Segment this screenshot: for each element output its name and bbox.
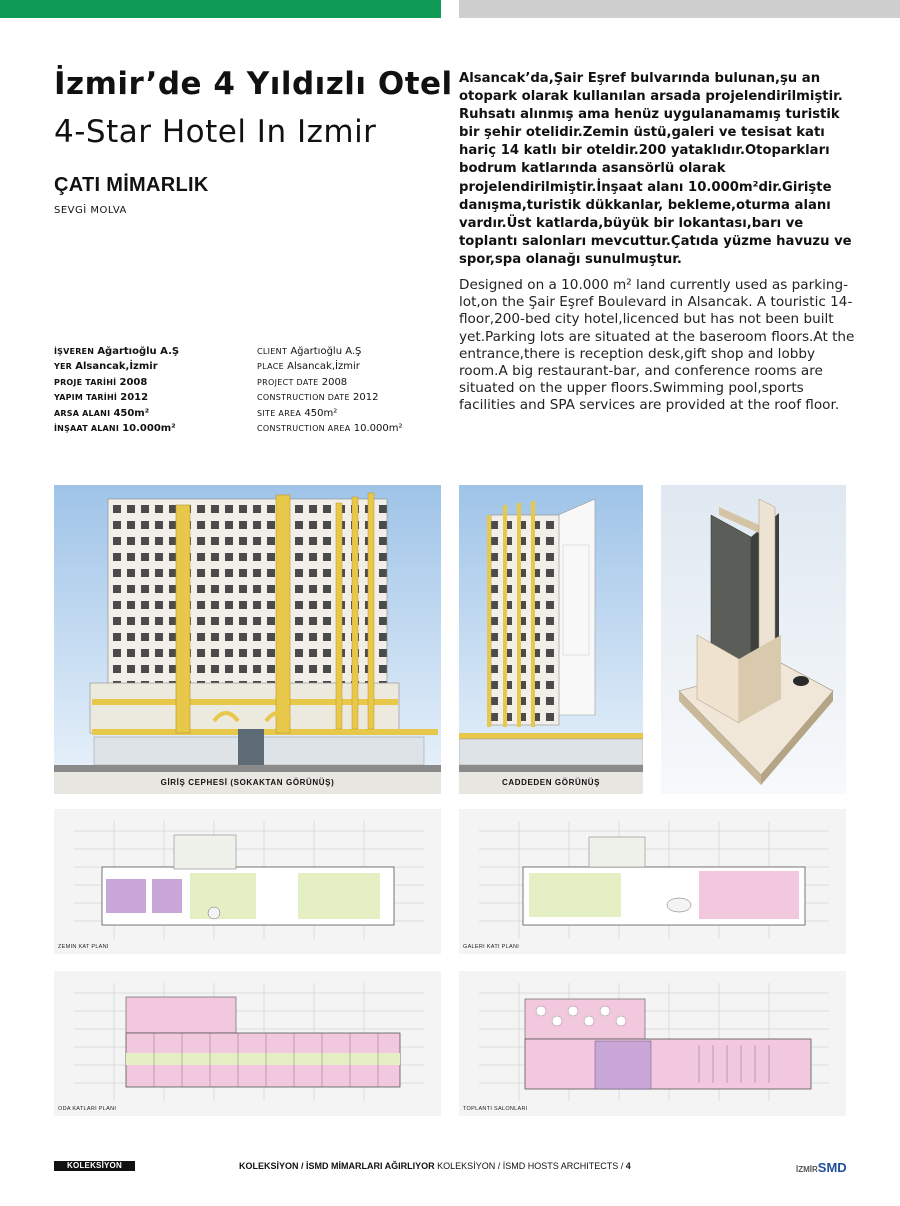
info-value: 450m² xyxy=(113,407,150,419)
front-elevation-drawing xyxy=(54,485,441,794)
info-label: PROJE TARİHİ xyxy=(54,377,117,387)
info-row xyxy=(54,406,179,421)
info-label: İNŞAAT ALANI xyxy=(54,424,119,434)
title-english: 4-Star Hotel In Izmir xyxy=(54,114,377,150)
front-elevation-caption: GİRİŞ CEPHESİ (SOKAKTAN GÖRÜNÜŞ) xyxy=(54,772,441,794)
info-label: SITE AREA xyxy=(257,408,302,418)
info-row xyxy=(54,390,179,405)
gallery-floor-plan-drawing xyxy=(459,809,846,954)
info-label: YAPIM TARİHİ xyxy=(54,393,118,403)
info-label: PROJECT DATE xyxy=(257,377,319,387)
info-value: 450m² xyxy=(304,407,338,419)
meeting-rooms-plan-drawing xyxy=(459,971,846,1116)
info-label: ARSA ALANI xyxy=(54,408,111,418)
front-elevation-figure xyxy=(54,485,441,794)
street-elevation-figure xyxy=(459,485,643,794)
gallery-floor-plan xyxy=(459,809,846,954)
info-row xyxy=(257,421,403,436)
info-value: 2008 xyxy=(321,376,348,388)
info-label: PLACE xyxy=(257,362,284,372)
plan-label: ZEMIN KAT PLANI xyxy=(58,944,109,950)
info-row xyxy=(54,344,179,359)
info-row xyxy=(54,359,179,374)
description-english: Designed on a 10.000 m² land currently used as parking-lot,on the Şair Eşref Boulevard in Alsancak. A touristic 14-floor,200-bed city hotel,licenced but has not been built yet.Parking lots are situated at the baseroom floors.At the entrance,there is reception desk,gift shop and lobby room.A big restaurant-bar, and conference rooms are situated on the upper floors.Swimming pool,sports facilities and SPA services are provided at the roof floor. xyxy=(459,277,855,414)
info-label: YER xyxy=(54,362,73,372)
footer-title-bold: KOLEKSİYON / İSMD MİMARLARI AĞIRLIYOR xyxy=(239,1161,435,1171)
info-value: Alsancak,İzmir xyxy=(287,361,360,373)
plan-label: TOPLANTI SALONLARI xyxy=(463,1106,528,1112)
info-row xyxy=(54,421,179,436)
info-row xyxy=(257,344,403,359)
firm-name: ÇATI MİMARLIK xyxy=(54,174,209,196)
koleksiyon-logo: KOLEKSİYON xyxy=(54,1161,135,1171)
page-number: 4 xyxy=(625,1161,631,1171)
meeting-rooms-plan xyxy=(459,971,846,1116)
info-row xyxy=(257,390,403,405)
ground-floor-plan xyxy=(54,809,441,954)
info-label: CLIENT xyxy=(257,347,288,356)
info-value: 10.000m² xyxy=(353,423,403,435)
plan-label: GALERI KATI PLANI xyxy=(463,944,520,950)
ground-floor-plan-drawing xyxy=(54,809,441,954)
ismd-logo-small: İZMİR xyxy=(796,1165,818,1174)
info-label: CONSTRUCTION DATE xyxy=(257,393,350,403)
info-row xyxy=(257,406,403,421)
info-row xyxy=(257,375,403,390)
info-value: 10.000m² xyxy=(122,423,176,435)
info-row xyxy=(54,375,179,390)
street-elevation-drawing xyxy=(459,485,643,794)
street-elevation-caption: CADDEDEN GÖRÜNÜŞ xyxy=(459,772,643,794)
model-photo xyxy=(661,485,846,794)
info-value: 2008 xyxy=(119,376,148,388)
project-info-english xyxy=(257,344,403,436)
model-photo-drawing xyxy=(661,485,846,794)
plan-label: ODA KATLARI PLANI xyxy=(58,1106,117,1112)
ismd-logo xyxy=(796,1159,847,1177)
footer-running-title xyxy=(239,1161,631,1171)
top-accent-bar-green xyxy=(0,0,441,18)
room-floors-plan-drawing xyxy=(54,971,441,1116)
info-value: 2012 xyxy=(353,392,379,404)
info-label: CONSTRUCTION AREA xyxy=(257,424,351,434)
info-value: Alsancak,İzmir xyxy=(75,361,158,373)
title-turkish: İzmir’de 4 Yıldızlı Otel xyxy=(54,66,453,102)
info-label: İŞVEREN xyxy=(54,347,95,356)
room-floors-plan xyxy=(54,971,441,1116)
info-row xyxy=(257,359,403,374)
footer-title-rest: KOLEKSİYON / İSMD HOSTS ARCHITECTS / xyxy=(434,1161,626,1171)
info-value: Ağartıoğlu A.Ş xyxy=(290,346,362,357)
info-value: 2012 xyxy=(120,392,149,404)
ismd-logo-big: SMD xyxy=(817,1160,847,1175)
architect-name: SEVGİ MOLVA xyxy=(54,205,127,216)
info-value: Ağartıoğlu A.Ş xyxy=(97,346,180,357)
top-accent-bar-gray xyxy=(459,0,900,18)
description-turkish: Alsancak’da,Şair Eşref bulvarında bulunan,şu an otopark olarak kullanılan arsada projelendirilmiştir. Ruhsatı alınmış ama henüz uygulanamamış turistik bir şehir otelidir.Zemin üstü,galeri ve tesisat katı hariç 14 katlı bir oteldir.200 yataklıdır.Otoparkları bodrum katlarında asansörlü olarak projelendirilmiştir.İnşaat alanı 10.000m²dir.Girişte danışma,turistik dükkanlar, bekleme,oturma alanı vardır.Üst katlarda,büyük bir lokantası,barı ve toplantı salonları mevcuttur.Çatıda yüzme havuzu ve spor,spa olanağı sunulmuştur. xyxy=(459,71,852,267)
project-info-turkish xyxy=(54,344,179,436)
